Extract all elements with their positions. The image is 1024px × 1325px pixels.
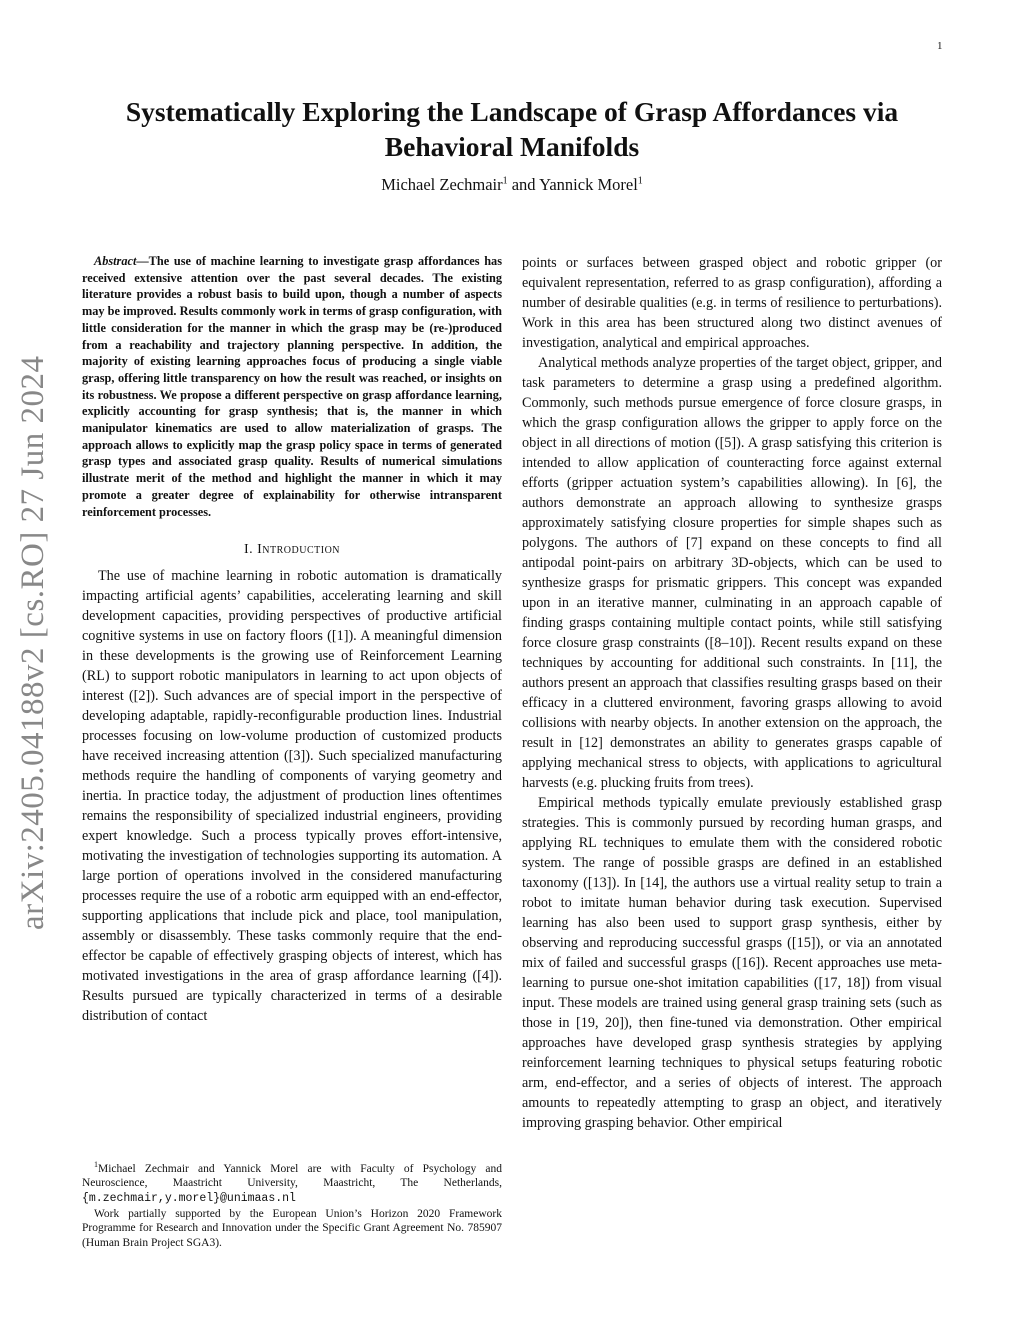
paragraph: points or surfaces between grasped object and robotic gripper (or equivalent representation, referred to as grasp configuration), affording a number of desirable qualities (e.g. in terms of resilience to perturbations). Work in this area has been structured along two distinct avenues of investigation, analytical and empirical approaches. [522,255,942,351]
author-line [60,175,964,195]
footnotes [82,1158,502,1250]
left-column [82,253,502,1026]
author-conjunction: and [507,175,540,194]
footnote-marker: 1 [94,1160,98,1169]
abstract-text: —The use of machine learning to investigate grasp affordances has received extensive attention over the past several decades. The existing literature provides a robust basis to build upon, though a number of aspects may be improved. Results commonly work in terms of grasp configuration, with little consideration for the manner in which the grasp may be (re-)produced from a reachability and trajectory planning perspective. In addition, the majority of existing learning approaches focus of producing a single viable grasp, offering little transparency on how the result was reached, or insights on its robustness. We propose a different perspective on grasp affordance learning, explicitly accounting for grasp synthesis; that is, the manner in which manipulator kinematics are used to allow materialization of grasps. The approach allows to explicitly map the grasp policy space in terms of generated grasp types and associated grasp quality. Results of numerical simulations illustrate merit of the method and highlight the manner in which it may promote a greater degree of explainability for otherwise intransparent reinforcement processes. [82,254,502,519]
right-column [522,253,942,1133]
section-heading-introduction [82,542,502,558]
affiliation-marker: 1 [502,175,508,187]
section-number: I. [243,542,254,558]
funding-footnote: Work partially supported by the European Union’s Horizon 2020 Framework Programme for Research and Innovation under the Specific Grant Agreement No. 785907 (Human Brain Project SGA3). [82,1207,502,1249]
abstract-label: Abstract [94,254,137,268]
paragraph: Analytical methods analyze properties of the target object, gripper, and task parameters to determine a grasp using a predefined algorithm. Commonly, such methods pursue emergence of force closure grasps, in which the grasp configuration allows the gripper to apply force on the object in all directions of motion ([5]). A grasp satisfying this criterion is intended to allow application of counteracting force against external efforts (gripper actuation system’s capabilities allowing). In [6], the authors demonstrate an approach allowing to synthesize grasps approximately satisfying closure properties for simple shapes such as polygons. The authors of [7] expand on these concepts to find all antipodal point-pairs on arbitrary 3D-objects, which can be used to synthesize grasps for prismatic grippers. This concept was expanded upon in an iterative manner, culminating in an approach capable of finding grasps containing multiple contact points, while still satisfying force closure grasp constraints ([8–10]). Recent results expand on these techniques by accounting for additional such constraints. In [11], the authors present an approach that classifies resulting grasps based on their efficacy in a cluttered environment, favoring grasps allowing to avoid collisions with nearby objects. In another extension on the approach, the result in [12] demonstrates an ability to generates grasps capable of applying mechanical stress to objects, with applications to agricultural harvests (e.g. plucking fruits from trees). [522,355,942,791]
paragraph: The use of machine learning in robotic automation is dramatically impacting artificial agents’ capabilities, accelerating learning and skill development capacities, providing perspectives of productive artificial cognitive systems in use on factory floors ([1]). A meaningful dimension in these developments is the growing use of Reinforcement Learning (RL) to support robotic manipulators in learning to act upon objects of interest ([2]). Such advances are of special import in the perspective of developing adaptable, rapidly-reconfigurable production lines. Industrial processes focusing on low-volume production of customized products have received increasing attention ([3]). Such specialized manufacturing methods require the handling of components of varying geometry and inertia. In practice today, the adjustment of production lines oftentimes remains the responsibility of specialized industrial engineers, providing expert knowledge. Such a process typically proves effort-intensive, motivating the investigation of technologies supporting its automation. A large portion of operations involved in the considered manufacturing processes require the use of a robotic arm equipped with an end-effector, supporting applications that include pick and place, tool manipulation, assembly or disassembly. These tasks commonly require that the end-effector be capable of effectively grasping objects of interest, which has motivated investigations in the area of grasp affordance learning ([4]). Results pursued are typically characterized in terms of a desirable distribution of contact [82,568,502,1025]
affiliation-marker: 1 [637,175,643,187]
paragraph: Empirical methods typically emulate previously established grasp strategies. This is commonly pursued by recording human grasps, and applying RL techniques to emulate them with the considered robotic system. The range of possible grasps are defined in an established taxonomy ([13]). In [14], the authors use a virtual reality setup to train a robot to imitate human behavior during task execution. Supervised learning has also been used to support grasp synthesis, either by observing and reproducing successful grasps ([15]), or via an annotated mix of failed and successful grasps ([16]). Recent approaches use meta-learning to pursue one-shot imitation capabilities ([17, 18]) from visual input. These models are trained using general grasp training sets (such as those in [19, 20]), then fine-tuned via demonstration. Other empirical approaches have developed grasp synthesis strategies by applying reinforcement learning techniques to physical setups featuring robotic arm, end-effector, and a series of objects of interest. The approach amounts to repeatedly attempting to grasp an object, and iteratively improving grasping behavior. Other empirical [522,795,942,1131]
paper-title: Systematically Exploring the Landscape of Grasp Affordances via Behavioral Manifolds [125,96,899,162]
author-name: Yannick Morel [539,175,638,194]
affiliation-footnote [82,1158,502,1207]
section-title: Introduction [257,542,341,558]
abstract [82,253,502,520]
page-number: 1 [937,40,943,52]
arxiv-identifier[interactable]: arXiv:2405.04188v2 [cs.RO] 27 Jun 2024 [15,355,51,930]
affiliation-text: Michael Zechmair and Yannick Morel are with Faculty of Psychology and Neuroscience, Maastricht University, Maastricht, The Netherlands, [82,1162,502,1190]
author-email[interactable]: {m.zechmair,y.morel}@unimaas.nl [82,1192,296,1206]
author-name: Michael Zechmair [381,175,503,194]
